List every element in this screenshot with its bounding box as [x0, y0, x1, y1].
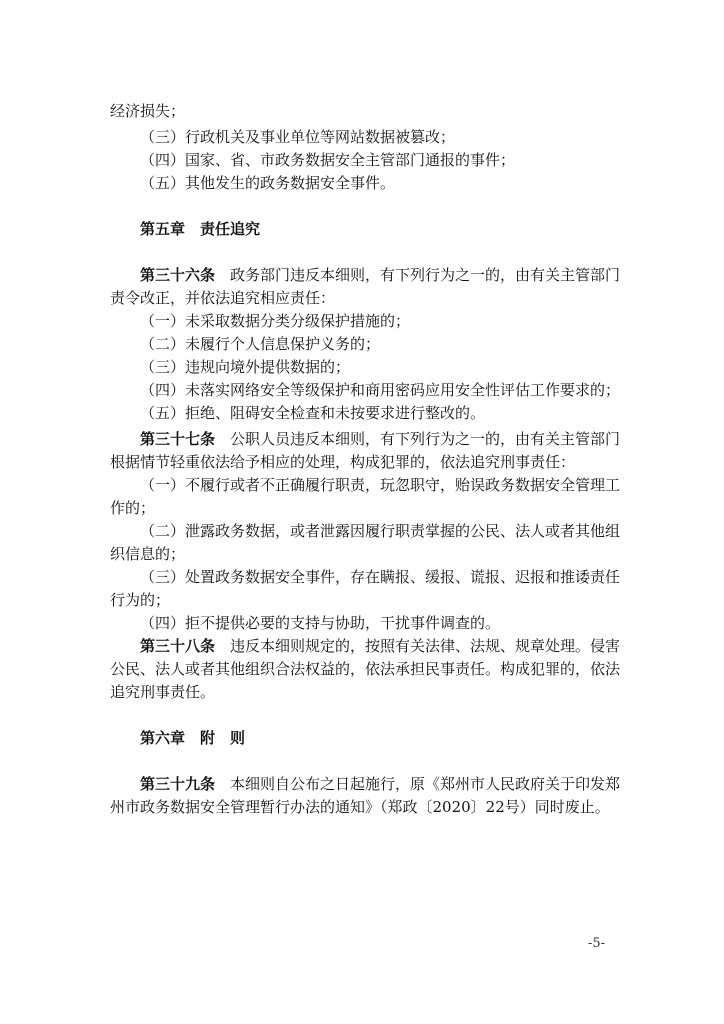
list-item: （三）行政机关及事业单位等网站数据被篡改； [140, 128, 456, 146]
paragraph-line: 经济损失； [110, 102, 186, 120]
list-item-continuation: 织信息的； [110, 545, 186, 563]
article-37-text: 公职人员违反本细则，有下列行为之一的，由有关主管部门 [230, 430, 621, 448]
paragraph-line: 州市政务数据安全管理暂行办法的通知》（郑政〔2020〕22号）同时废止。 [110, 798, 610, 816]
page-number: -5- [588, 936, 606, 951]
article-39-text: 本细则自公布之日起施行，原《郑州市人民政府关于印发郑 [230, 775, 621, 793]
paragraph-line: 追究刑事责任。 [110, 683, 216, 701]
article-36-text: 政务部门违反本细则，有下列行为之一的，由有关主管部门 [230, 266, 621, 284]
list-item: （四）拒不提供必要的支持与协助，干扰事件调查的。 [140, 614, 501, 632]
article-39-label: 第三十九条 [140, 775, 216, 793]
list-item: （五）拒绝、阻碍安全检查和未按要求进行整改的。 [140, 404, 486, 422]
article-37-first-line [140, 428, 655, 450]
list-item: （一）不履行或者不正确履行职责，玩忽职守，贻误政务数据安全管理工 [140, 476, 621, 494]
list-item: （三）处置政务数据安全事件，存在瞒报、缓报、谎报、迟报和推诿责任 [140, 568, 621, 586]
article-38-label: 第三十八条 [140, 637, 216, 655]
list-item-continuation: 作的； [110, 499, 156, 517]
article-39-first-line [140, 773, 655, 795]
list-item: （一）未采取数据分类分级保护措施的； [140, 312, 411, 330]
list-item: （三）违规向境外提供数据的； [140, 358, 351, 376]
list-item: （二）未履行个人信息保护义务的； [140, 335, 381, 353]
article-37-label: 第三十七条 [140, 430, 216, 448]
paragraph-line: 公民、法人或者其他组织合法权益的，依法承担民事责任。构成犯罪的，依法 [110, 660, 621, 678]
list-item-continuation: 行为的； [110, 591, 171, 609]
list-item: （五）其他发生的政务数据安全事件。 [140, 174, 396, 192]
chapter-six-title: 第六章 附 则 [140, 729, 246, 747]
list-item: （四）国家、省、市政务数据安全主管部门通报的事件； [140, 151, 516, 169]
list-item: （二）泄露政务数据，或者泄露因履行职责掌握的公民、法人或者其他组 [140, 522, 621, 540]
paragraph-line: 责令改正，并依法追究相应责任： [110, 289, 336, 307]
article-36-label: 第三十六条 [140, 266, 216, 284]
paragraph-line: 根据情节轻重依法给予相应的处理，构成犯罪的，依法追究刑事责任： [110, 453, 576, 471]
article-38-first-line [140, 635, 655, 657]
list-item: （四）未落实网络安全等级保护和商用密码应用安全性评估工作要求的； [140, 381, 621, 399]
article-38-text: 违反本细则规定的，按照有关法律、法规、规章处理。侵害 [230, 637, 621, 655]
chapter-five-title: 第五章 责任追究 [140, 220, 261, 238]
article-36-first-line [140, 264, 655, 286]
